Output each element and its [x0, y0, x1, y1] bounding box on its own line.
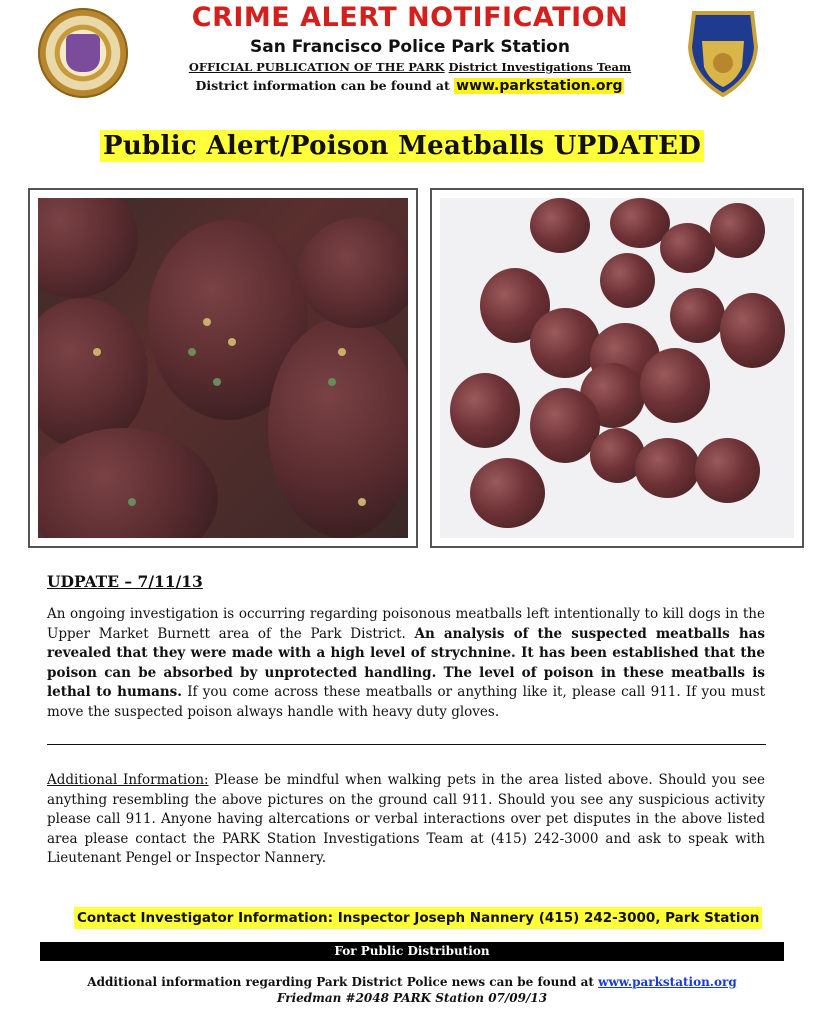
update-outro-text: If you come across these meatballs or anything like it, please call 911. If you must move the suspected poison always handle with heavy duty gloves. — [47, 684, 765, 720]
footer-url-link[interactable]: www.parkstation.org — [598, 975, 737, 989]
city-seal-logo — [38, 8, 128, 98]
page-headline: Public Alert/Poison Meatballs UPDATED — [100, 130, 704, 162]
additional-info-text: Please be mindful when walking pets in the area listed above. Should you see anything resembling the above pictures on the ground call 911. Should you see any suspicious activity please call 911. Anyone having altercations or verbal interactions over pet disputes in the above listed area please contact the PARK Station Investigations Team at (415) 242-3000 and ask to speak with Lieutenant Pengel or Inspector Nannery. — [47, 772, 765, 866]
photo-closeup-image — [38, 198, 408, 538]
update-heading: UDPATE – 7/11/13 — [47, 572, 203, 591]
district-info-line — [130, 78, 690, 94]
footer-signature: Friedman #2048 PARK Station 07/09/13 — [276, 991, 548, 1005]
footer-more-info-text: Additional information regarding Park District Police news can be found at — [87, 975, 594, 989]
district-url-link[interactable]: www.parkstation.org — [456, 78, 623, 94]
update-intro-text: An ongoing investigation is occurring regarding poisonous meatballs left intentionally to kill dogs in the Upper Market Burnett area of the Park District. — [47, 606, 765, 642]
contact-investigator-line: Contact Investigator Information: Inspector Joseph Nannery (415) 242-3000, Park Station — [74, 907, 762, 929]
seal-shield-icon — [66, 34, 100, 72]
update-bold-text: An analysis of the suspected meatballs has revealed that they were made with a high level of strychnine. It has been established that the poison can be absorbed by unprotected handling. The level of poison in these meatballs is lethal to humans. — [47, 625, 765, 700]
additional-info-label: Additional Information: — [47, 772, 209, 788]
photo-spread-image — [440, 198, 794, 538]
official-prefix: OFFICIAL PUBLICATION OF THE PARK — [188, 60, 445, 74]
official-suffix: District Investigations Team — [448, 60, 632, 74]
station-name: San Francisco Police Park Station — [250, 37, 570, 57]
update-paragraph — [47, 605, 765, 722]
police-badge-logo — [686, 7, 760, 97]
footer-more-info — [40, 975, 784, 989]
alert-title: CRIME ALERT NOTIFICATION — [191, 2, 629, 33]
additional-info-paragraph — [47, 771, 765, 869]
official-publication-line — [130, 60, 690, 74]
section-divider — [47, 744, 766, 745]
meatball-photo-spread — [430, 188, 804, 548]
meatball-photo-closeup — [28, 188, 418, 548]
district-info-text: District information can be found at — [195, 78, 450, 93]
public-distribution-bar: For Public Distribution — [40, 942, 784, 961]
